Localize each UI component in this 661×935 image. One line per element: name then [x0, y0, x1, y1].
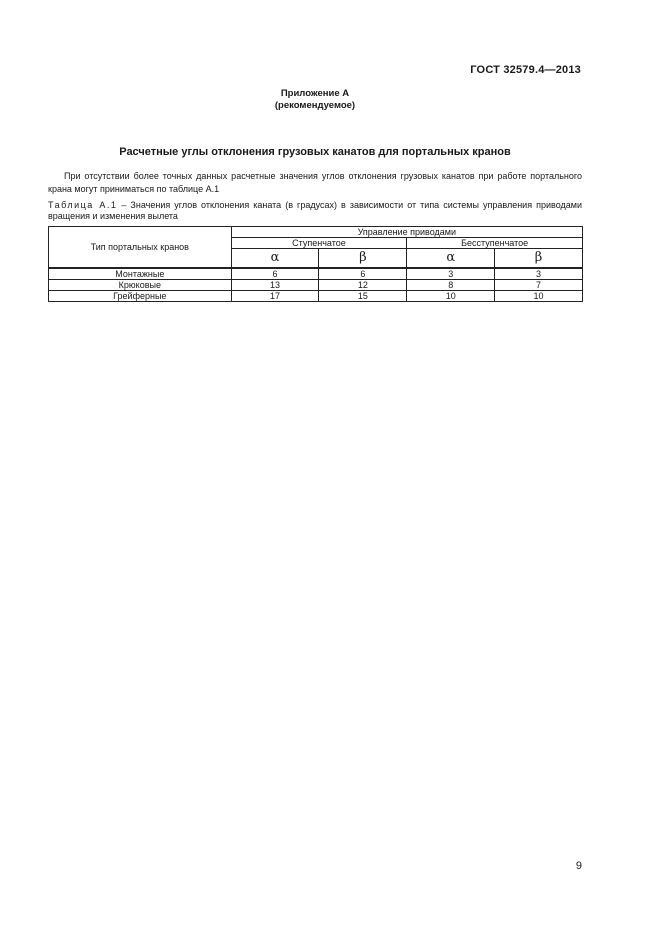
- table-caption: [48, 200, 582, 222]
- cell-value: 6: [319, 268, 407, 280]
- appendix-title: Приложение А: [280, 88, 350, 99]
- table-row: [49, 280, 583, 291]
- cell-value: 3: [495, 268, 583, 280]
- cell-value: 3: [407, 268, 495, 280]
- page-number: 9: [575, 860, 582, 872]
- intro-paragraph: [48, 170, 582, 196]
- angles-table: [48, 226, 583, 302]
- cell-value: 6: [231, 268, 319, 280]
- appendix-note: (рекомендуемое): [274, 100, 356, 111]
- cell-value: 12: [319, 280, 407, 291]
- table-row: [49, 291, 583, 302]
- cell-value: 8: [407, 280, 495, 291]
- cell-value: 10: [495, 291, 583, 302]
- cell-value: 13: [231, 280, 319, 291]
- cell-value: 15: [319, 291, 407, 302]
- col-step-header: Ступенчатое: [231, 238, 407, 249]
- alpha-stepless-header: α: [407, 249, 495, 269]
- section-title: Расчетные углы отклонения грузовых канатов для портальных кранов: [119, 146, 511, 158]
- row-type: Монтажные: [49, 268, 232, 280]
- alpha-step-header: α: [231, 249, 319, 269]
- intro-paragraph-text: При отсутствии более точных данных расчетные значения углов отклонения грузовых канатов при работе портального крана могут приниматься по таблице А.1: [48, 171, 582, 194]
- col-type-header: Тип портальных кранов: [49, 227, 232, 269]
- document-header: ГОСТ 32579.4—2013: [470, 64, 581, 76]
- row-type: Грейферные: [49, 291, 232, 302]
- table-caption-text: – Значения углов отклонения каната (в градусах) в зависимости от типа системы управления приводами вращения и изменения вылета: [48, 200, 582, 221]
- beta-step-header: β: [319, 249, 407, 269]
- table-row: [49, 268, 583, 280]
- col-control-header: Управление приводами: [231, 227, 582, 238]
- cell-value: 17: [231, 291, 319, 302]
- cell-value: 10: [407, 291, 495, 302]
- table-caption-label: Таблица А.1: [48, 200, 118, 210]
- row-type: Крюковые: [49, 280, 232, 291]
- cell-value: 7: [495, 280, 583, 291]
- col-stepless-header: Бесступенчатое: [407, 238, 583, 249]
- beta-stepless-header: β: [495, 249, 583, 269]
- table-header-row-1: [49, 227, 583, 238]
